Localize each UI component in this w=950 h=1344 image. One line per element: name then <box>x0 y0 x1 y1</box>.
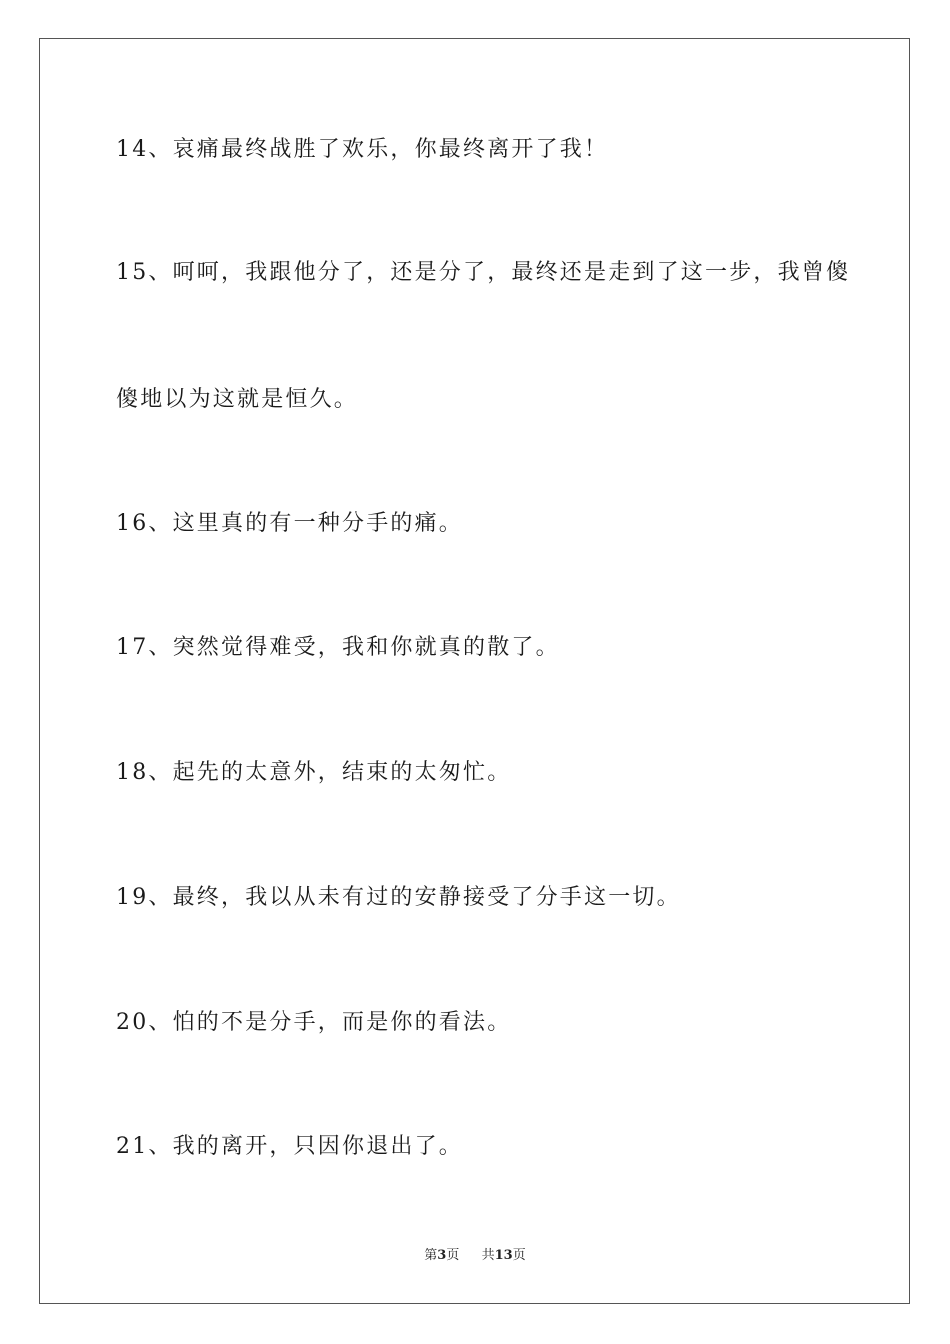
text-line: 21、我的离开，只因你退出了。 <box>116 1134 463 1159</box>
text-line: 20、怕的不是分手，而是你的看法。 <box>116 1010 512 1035</box>
page-suffix: 页 <box>446 1248 460 1263</box>
total-pages: 13 <box>494 1248 513 1263</box>
page-footer <box>0 1247 950 1265</box>
page-number: 3 <box>437 1248 447 1263</box>
page-border <box>39 38 910 1304</box>
text-line: 19、最终，我以从未有过的安静接受了分手这一切。 <box>116 885 681 910</box>
total-prefix: 共 <box>481 1248 495 1263</box>
text-line: 17、突然觉得难受，我和你就真的散了。 <box>116 635 560 660</box>
text-line: 18、起先的太意外，结束的太匆忙。 <box>116 760 512 785</box>
text-line: 傻地以为这就是恒久。 <box>116 387 359 412</box>
text-line: 15、呵呵，我跟他分了，还是分了，最终还是走到了这一步，我曾傻 <box>116 260 851 285</box>
text-line: 16、这里真的有一种分手的痛。 <box>116 511 463 536</box>
text-line: 14、哀痛最终战胜了欢乐，你最终离开了我！ <box>116 137 609 162</box>
total-suffix: 页 <box>512 1248 526 1263</box>
page-prefix: 第 <box>424 1248 438 1263</box>
